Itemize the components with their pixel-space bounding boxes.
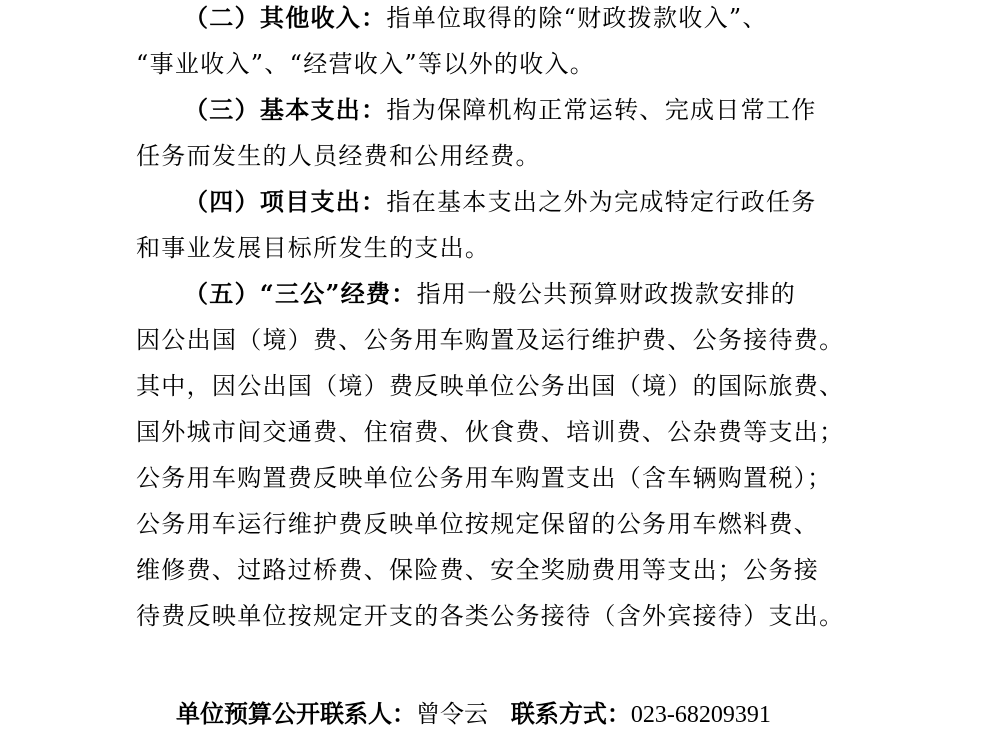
definition-text: 指在基本支出之外为完成特定行政任务 xyxy=(386,188,817,216)
contact-phone: 023-68209391 xyxy=(630,702,771,728)
definition-text: 指用一般公共预算财政拨款安排的 xyxy=(416,280,797,308)
paragraph-basic-expenditure-line-2: 任务而发生的人员经费和公用经费。 xyxy=(136,142,541,170)
contact-line xyxy=(176,700,896,729)
contact-method-label: 联系方式： xyxy=(510,699,631,728)
paragraph-three-public-line-8: 待费反映单位按规定开支的各类公务接待（含外宾接待）支出。 xyxy=(136,602,845,630)
paragraph-project-expenditure-line-2: 和事业发展目标所发生的支出。 xyxy=(136,234,491,262)
paragraph-three-public-line-1 xyxy=(184,280,944,308)
paragraph-three-public-line-6: 公务用车运行维护费反映单位按规定保留的公务用车燃料费、 xyxy=(136,510,820,538)
definition-text: 指为保障机构正常运转、完成日常工作 xyxy=(386,96,817,124)
paragraph-other-income-line-1 xyxy=(184,4,944,32)
contact-person-name: 曾令云 xyxy=(416,700,488,728)
paragraph-three-public-line-3: 其中，因公出国（境）费反映单位公务出国（境）的国际旅费、 xyxy=(136,372,845,400)
term-project-expenditure: （四）项目支出： xyxy=(184,187,387,216)
paragraph-three-public-line-2: 因公出国（境）费、公务用车购置及运行维护费、公务接待费。 xyxy=(136,326,845,354)
paragraph-project-expenditure-line-1 xyxy=(184,188,944,216)
term-three-public-expenses: （五）“三公”经费： xyxy=(184,279,417,308)
paragraph-three-public-line-7: 维修费、过路过桥费、保险费、安全奖励费用等支出；公务接 xyxy=(136,556,820,584)
definition-text: 指单位取得的除“财政拨款收入”、 xyxy=(386,4,768,32)
term-basic-expenditure: （三）基本支出： xyxy=(184,95,387,124)
term-other-income: （二）其他收入： xyxy=(184,3,387,32)
contact-person-label: 单位预算公开联系人： xyxy=(176,699,416,728)
paragraph-three-public-line-4: 国外城市间交通费、住宿费、伙食费、培训费、公杂费等支出； xyxy=(136,418,845,446)
paragraph-other-income-line-2: “事业收入”、“经营收入”等以外的收入。 xyxy=(136,50,596,78)
paragraph-three-public-line-5: 公务用车购置费反映单位公务用车购置支出（含车辆购置税）； xyxy=(136,464,833,492)
paragraph-basic-expenditure-line-1 xyxy=(184,96,944,124)
